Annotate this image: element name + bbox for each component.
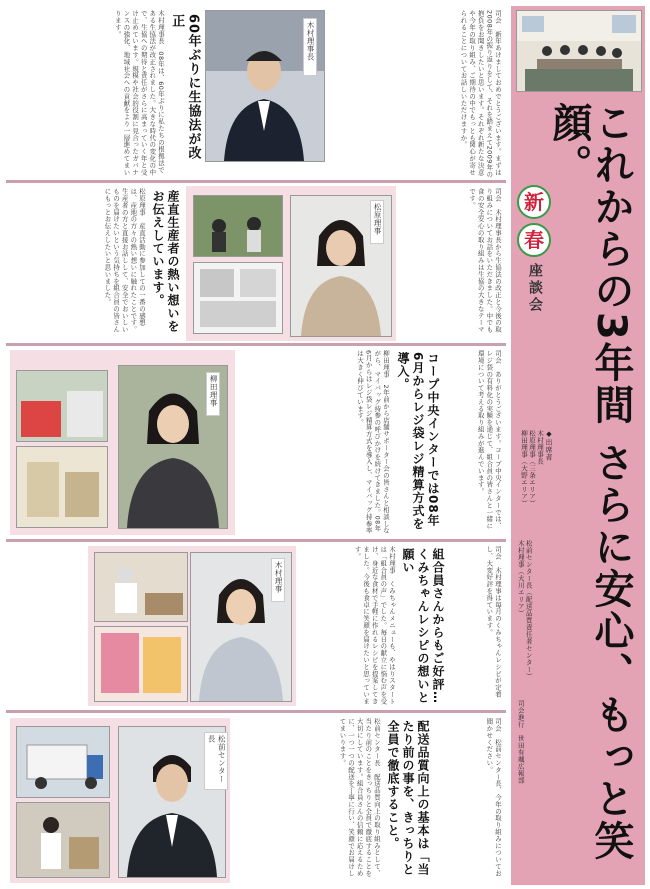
meeting-photo [516, 10, 642, 92]
staff-photo [17, 803, 109, 877]
photo-delivery-staff [16, 802, 110, 878]
newsletter-photo [194, 263, 282, 333]
participant-1: 木村理事長 [536, 430, 544, 465]
article-text-8b [10, 546, 84, 706]
headline-2: 産直生産者の熱い想いをお伝えしています。 [151, 190, 180, 333]
caption-kimura: 木村理事 [271, 558, 285, 602]
article-text-5: 司会 ありがとうございます。コープ中央インターでは、レジ袋の有料化の実験を通じて、組合員の皆さんと一緒に環境について考える取り組みが進んでいます。 [476, 350, 502, 530]
badge-char-1: 新 [517, 185, 551, 219]
recipe-photo [95, 627, 187, 701]
meeting-photo-illustration [517, 11, 641, 91]
new-year-badge [517, 185, 551, 314]
participant-5: 松前センター長（配送品質責任者センター） [524, 540, 533, 680]
headline-4: 組合員さんからもご好評…くみちゃんレシピの想いと願い [401, 548, 445, 704]
photo-newsletter [193, 262, 283, 334]
photo-bags [16, 446, 108, 528]
moderator: 司会進行 世田有颯広報部 [516, 700, 525, 784]
divider-3 [6, 539, 506, 542]
article-text-2: 木村理事長 08年は、60年ぶりに私たちの根拠法である生協法が改正されました。大きな時代の変化の中で、生協への期待と責任がさらに高まっていく年と受け止めています。規模や社会的役割に見合ったガバナンスの強化、地域社会への貢献をより一層進めてまいります。 [113, 10, 165, 176]
caption-yanagida: 柳田理事 [206, 372, 220, 416]
kitchen-photo [95, 553, 187, 621]
divider-2 [6, 343, 506, 346]
participant-4: 木村理事（大川エリア） [516, 540, 525, 617]
caption-matsubara: 松原理事 [370, 200, 384, 244]
divider-1 [6, 180, 506, 183]
article-text-8: 木村理事 くみちゃんメニューも、やはりスタートは「組合員の声」でした。毎日の献立に悩む声を受け、身近な食材で手軽に作れるレシピを提案してきました。今後も食卓に笑顔を届けたいと思っています。 [353, 546, 396, 705]
divider-4 [6, 710, 506, 713]
headline-1: 60年ぶりに生協法が改正 [169, 14, 201, 161]
photo-store [16, 370, 108, 442]
article-text-7: 司会 木村理事は毎月のくみちゃんレシピが定着し、大変好評を得ています。 [485, 546, 502, 698]
badge-zadankai: 座談会 [526, 263, 543, 314]
article-text-6: 柳田理事 2年前から店舗サポーター会の皆さんと相談しながら、マイバッグ持参の呼びかけを続けてきました。08年6月からはレジ袋レジ精算方式を導入し、マイバッグ持参率は大きく伸びています。 [356, 350, 390, 534]
article-text-4: 松原理事 産直活動に参加しての一番の感想は、産地の方々の熱い想いに触れたことです。生産者の方と直接お話しして、安全でおいしいものを届けたいという気持ちを組合員の皆さんにもっとお伝えしたいと思いました。 [103, 188, 146, 333]
farm-photo [194, 196, 282, 256]
article-text-1: 司会 新年あけましておめでとうございます。まずは2008年の振り返りをして、それを踏まえて2009年の抱負をお聞きしたいと思います。それぞれ新たな決意や今年の取り組み、ご期待の中でもっとも関心が寄せられることについてお話しいただけますか。 [459, 10, 502, 178]
participants-label: ◆出席者 [545, 430, 553, 461]
photo-farm [193, 195, 283, 257]
truck-photo [17, 727, 109, 797]
headline-3: コープ中央インターでは08年6月からレジ袋レジ精算方式を導入。 [396, 352, 440, 531]
photo-truck [16, 726, 110, 798]
article-text-9: 司会 松前センター長、今年の取り組みについてお聞かせください。 [485, 718, 502, 877]
bags-photo [17, 447, 107, 527]
caption-kimura-chair: 木村理事長 [303, 18, 317, 76]
article-text-10: 松前センター長 配送品質向上の取り組みとして、当たり前のことをきっちりと全員で徹底することを大切にしています。組合員さんの信頼に応えるために、一つ一つの配送を丁寧に行い、笑顔でお届けしてまいります。 [338, 718, 381, 877]
participant-2: 松原理事（三条エリア） [528, 430, 536, 507]
store-photo [17, 371, 107, 441]
headline-5: 配送品質向上の基本は「当たり前の事を、きっちりと全員で徹底すること。 [386, 720, 430, 876]
participant-3: 柳田理事（大野エリア） [520, 430, 528, 507]
photo-recipe-flyers [94, 626, 188, 702]
caption-matsumae: 松前センター長 [204, 732, 228, 790]
badge-char-2: 春 [517, 223, 551, 257]
article-text-3: 司会 木村理事長から生協法の改正と今後の取り組みについてお話をいただきました。中でも食の安全安心の取り組みは生協の大きなテーマです。 [468, 188, 502, 333]
page-title: これからの3年間 さらに安心、もっと笑顔。 [546, 102, 634, 862]
photo-kitchen [94, 552, 188, 622]
